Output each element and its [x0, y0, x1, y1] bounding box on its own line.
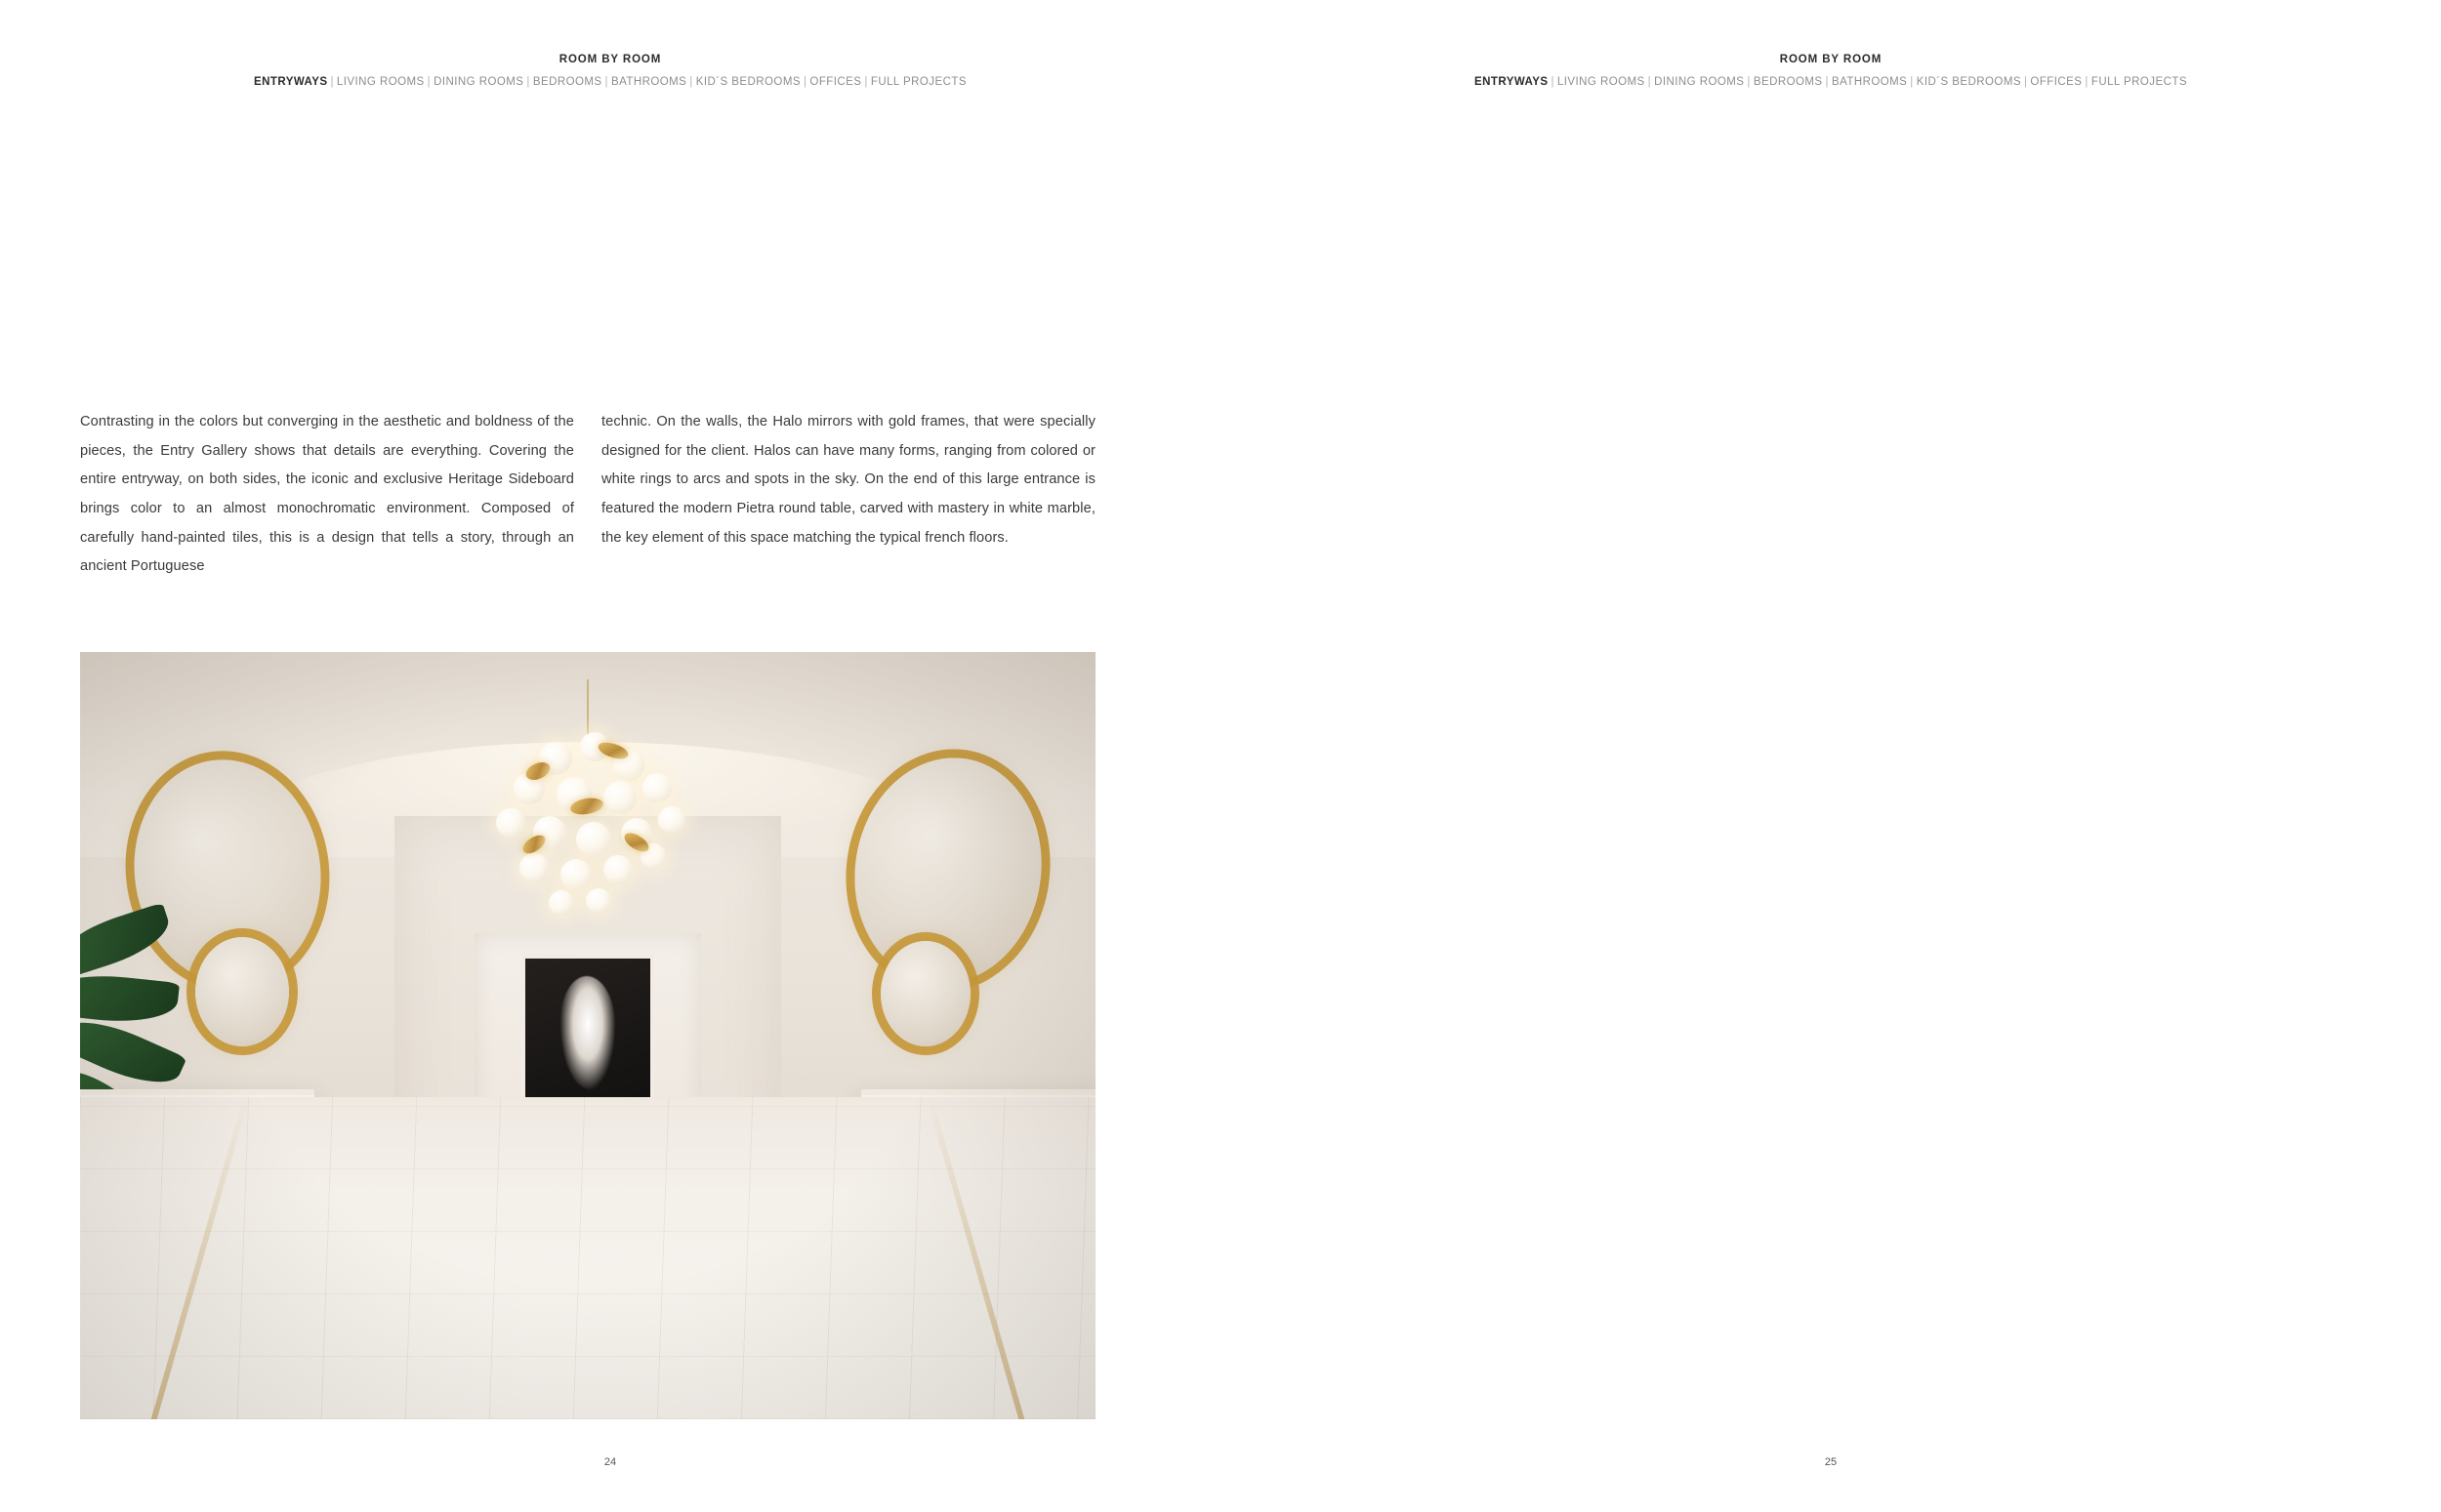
body-paragraph-1: Contrasting in the colors but converging in the aesthetic and boldness of the pieces, the Entry Gallery shows that details are everything. Covering the entire entryway, on both sides, the iconic and exclusive Heritage Sideboard brings color to an almost monochromatic environment. Composed of carefully hand-painted tiles, this is a design that tells a story, through an ancient Portuguese — [80, 414, 574, 575]
page-number-left: 24 — [603, 1456, 617, 1468]
nav-item-full-projects[interactable]: FULL PROJECTS — [870, 76, 967, 88]
page-header-right — [1220, 54, 2441, 88]
nav-item-living-rooms[interactable]: LIVING ROOMS — [1556, 76, 1645, 88]
nav-item-full-projects[interactable]: FULL PROJECTS — [2090, 76, 2187, 88]
nav-item-living-rooms[interactable]: LIVING ROOMS — [336, 76, 425, 88]
header-nav — [0, 76, 1220, 88]
page-number-right: 25 — [1824, 1456, 1838, 1468]
nav-item-offices[interactable]: OFFICES — [2030, 76, 2083, 88]
nav-separator: | — [1747, 76, 1751, 88]
nav-item-bathrooms[interactable]: BATHROOMS — [610, 76, 687, 88]
nav-item-bathrooms[interactable]: BATHROOMS — [1831, 76, 1908, 88]
body-columns — [80, 408, 1096, 582]
header-nav — [1220, 76, 2441, 88]
nav-item-bedrooms[interactable]: BEDROOMS — [532, 76, 602, 88]
nav-separator: | — [864, 76, 868, 88]
body-column-1 — [80, 408, 574, 582]
photo-vignette — [80, 652, 1096, 1419]
body-paragraph-2: technic. On the walls, the Halo mirrors with gold frames, that were specially designed for the client. Halos can have many forms, ranging from colored or white rings to arcs and spots in the sky. On the end of this large entrance is featured the modern Pietra round table, carved with mastery in white marble, the key element of this space matching the typical french floors. — [601, 414, 1096, 546]
nav-separator: | — [1910, 76, 1914, 88]
header-title: ROOM BY ROOM — [1779, 54, 1882, 65]
nav-item-kids-bedrooms[interactable]: KID´S BEDROOMS — [695, 76, 801, 88]
entry-gallery-photo — [80, 652, 1096, 1419]
left-page — [0, 0, 1220, 1512]
nav-item-bedrooms[interactable]: BEDROOMS — [1753, 76, 1823, 88]
nav-item-dining-rooms[interactable]: DINING ROOMS — [434, 76, 524, 88]
nav-separator: | — [427, 76, 432, 88]
nav-separator: | — [1551, 76, 1554, 88]
nav-item-kids-bedrooms[interactable]: KID´S BEDROOMS — [1916, 76, 2021, 88]
nav-separator: | — [1647, 76, 1652, 88]
nav-separator: | — [2023, 76, 2028, 88]
page-header-left — [0, 54, 1220, 88]
nav-separator: | — [803, 76, 807, 88]
nav-separator: | — [1825, 76, 1829, 88]
nav-separator: | — [2085, 76, 2089, 88]
nav-separator: | — [526, 76, 530, 88]
nav-separator: | — [330, 76, 334, 88]
nav-item-dining-rooms[interactable]: DINING ROOMS — [1654, 76, 1745, 88]
nav-item-offices[interactable]: OFFICES — [809, 76, 862, 88]
nav-separator: | — [604, 76, 608, 88]
header-title: ROOM BY ROOM — [559, 54, 662, 65]
right-page — [1220, 0, 2441, 1512]
nav-item-entryways[interactable]: ENTRYWAYS — [1474, 76, 1549, 88]
body-column-2 — [601, 408, 1096, 582]
entry-gallery-scene — [80, 652, 1096, 1419]
nav-separator: | — [689, 76, 693, 88]
nav-item-entryways[interactable]: ENTRYWAYS — [254, 76, 328, 88]
